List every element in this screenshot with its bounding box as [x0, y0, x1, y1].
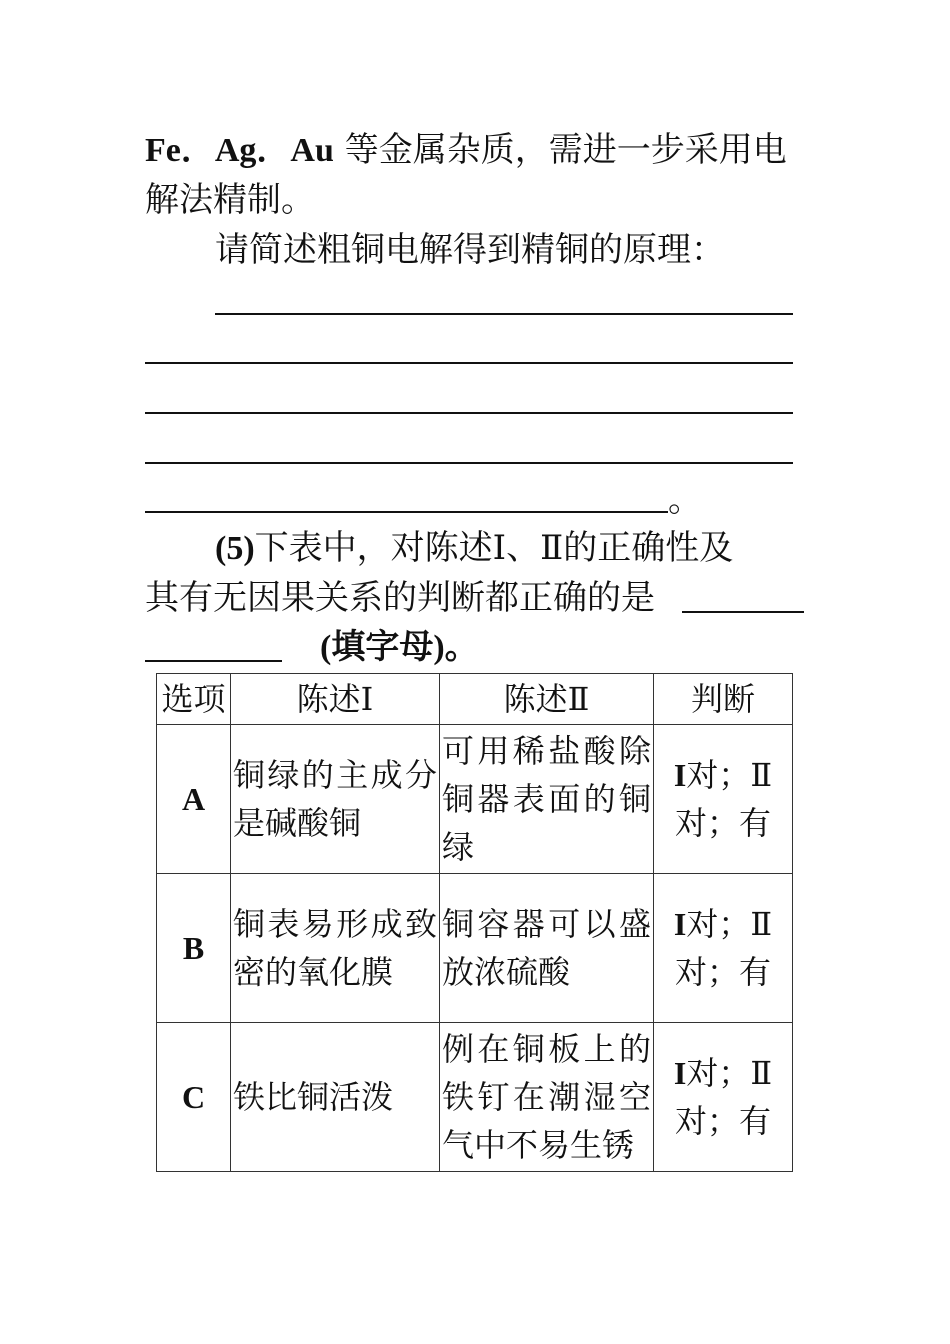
paragraph-line-2: 解法精制。 — [145, 180, 315, 220]
header-statement-2: 陈述Ⅱ — [440, 674, 654, 725]
statement-2-cell: 例在铜板上的铁钉在潮湿空气中不易生锈 — [440, 1023, 654, 1172]
answer-blank-line[interactable] — [145, 412, 793, 414]
fill-blank[interactable] — [682, 611, 804, 613]
fill-blank[interactable] — [145, 660, 282, 662]
header-judgment: 判断 — [654, 674, 793, 725]
judgment-cell: I对；Ⅱ对；有 — [654, 874, 793, 1023]
paragraph-line-1 — [145, 130, 787, 171]
judgment-cell: I对；Ⅱ对；有 — [654, 725, 793, 874]
table-header-row — [157, 674, 793, 725]
table-row — [157, 874, 793, 1023]
metal-symbols: Fe．Ag．Au — [145, 132, 334, 169]
header-option: 选项 — [157, 674, 231, 725]
header-statement-1: 陈述Ⅰ — [231, 674, 440, 725]
table-row — [157, 1023, 793, 1172]
question-5-line-3: (填字母)。 — [320, 629, 479, 666]
option-cell: B — [157, 874, 231, 1023]
answer-blank-line[interactable] — [145, 362, 793, 364]
statement-1-cell: 铁比铜活泼 — [231, 1023, 440, 1172]
question-prompt: 请简述粗铜电解得到精铜的原理： — [215, 230, 725, 270]
answer-blank-line[interactable] — [145, 511, 668, 513]
judgment-cell: I对；Ⅱ对；有 — [654, 1023, 793, 1172]
paragraph-text: 等金属杂质，需进一步采用电 — [344, 130, 787, 170]
statement-1-cell: 铜表易形成致密的氧化膜 — [231, 874, 440, 1023]
option-cell: A — [157, 725, 231, 874]
question-5-line-1: (5)下表中，对陈述Ⅰ、Ⅱ的正确性及 — [215, 528, 734, 568]
judgment-table — [156, 673, 793, 1172]
answer-blank-line[interactable] — [215, 313, 793, 315]
answer-period: 。 — [668, 480, 702, 520]
answer-blank-line[interactable] — [145, 462, 793, 464]
option-cell: C — [157, 1023, 231, 1172]
question-5-line-2: 其有无因果关系的判断都正确的是 — [145, 578, 655, 618]
statement-1-cell: 铜绿的主成分是碱酸铜 — [231, 725, 440, 874]
statement-2-cell: 铜容器可以盛放浓硫酸 — [440, 874, 654, 1023]
statement-2-cell: 可用稀盐酸除铜器表面的铜绿 — [440, 725, 654, 874]
question-number: (5) — [215, 530, 255, 567]
table-row — [157, 725, 793, 874]
